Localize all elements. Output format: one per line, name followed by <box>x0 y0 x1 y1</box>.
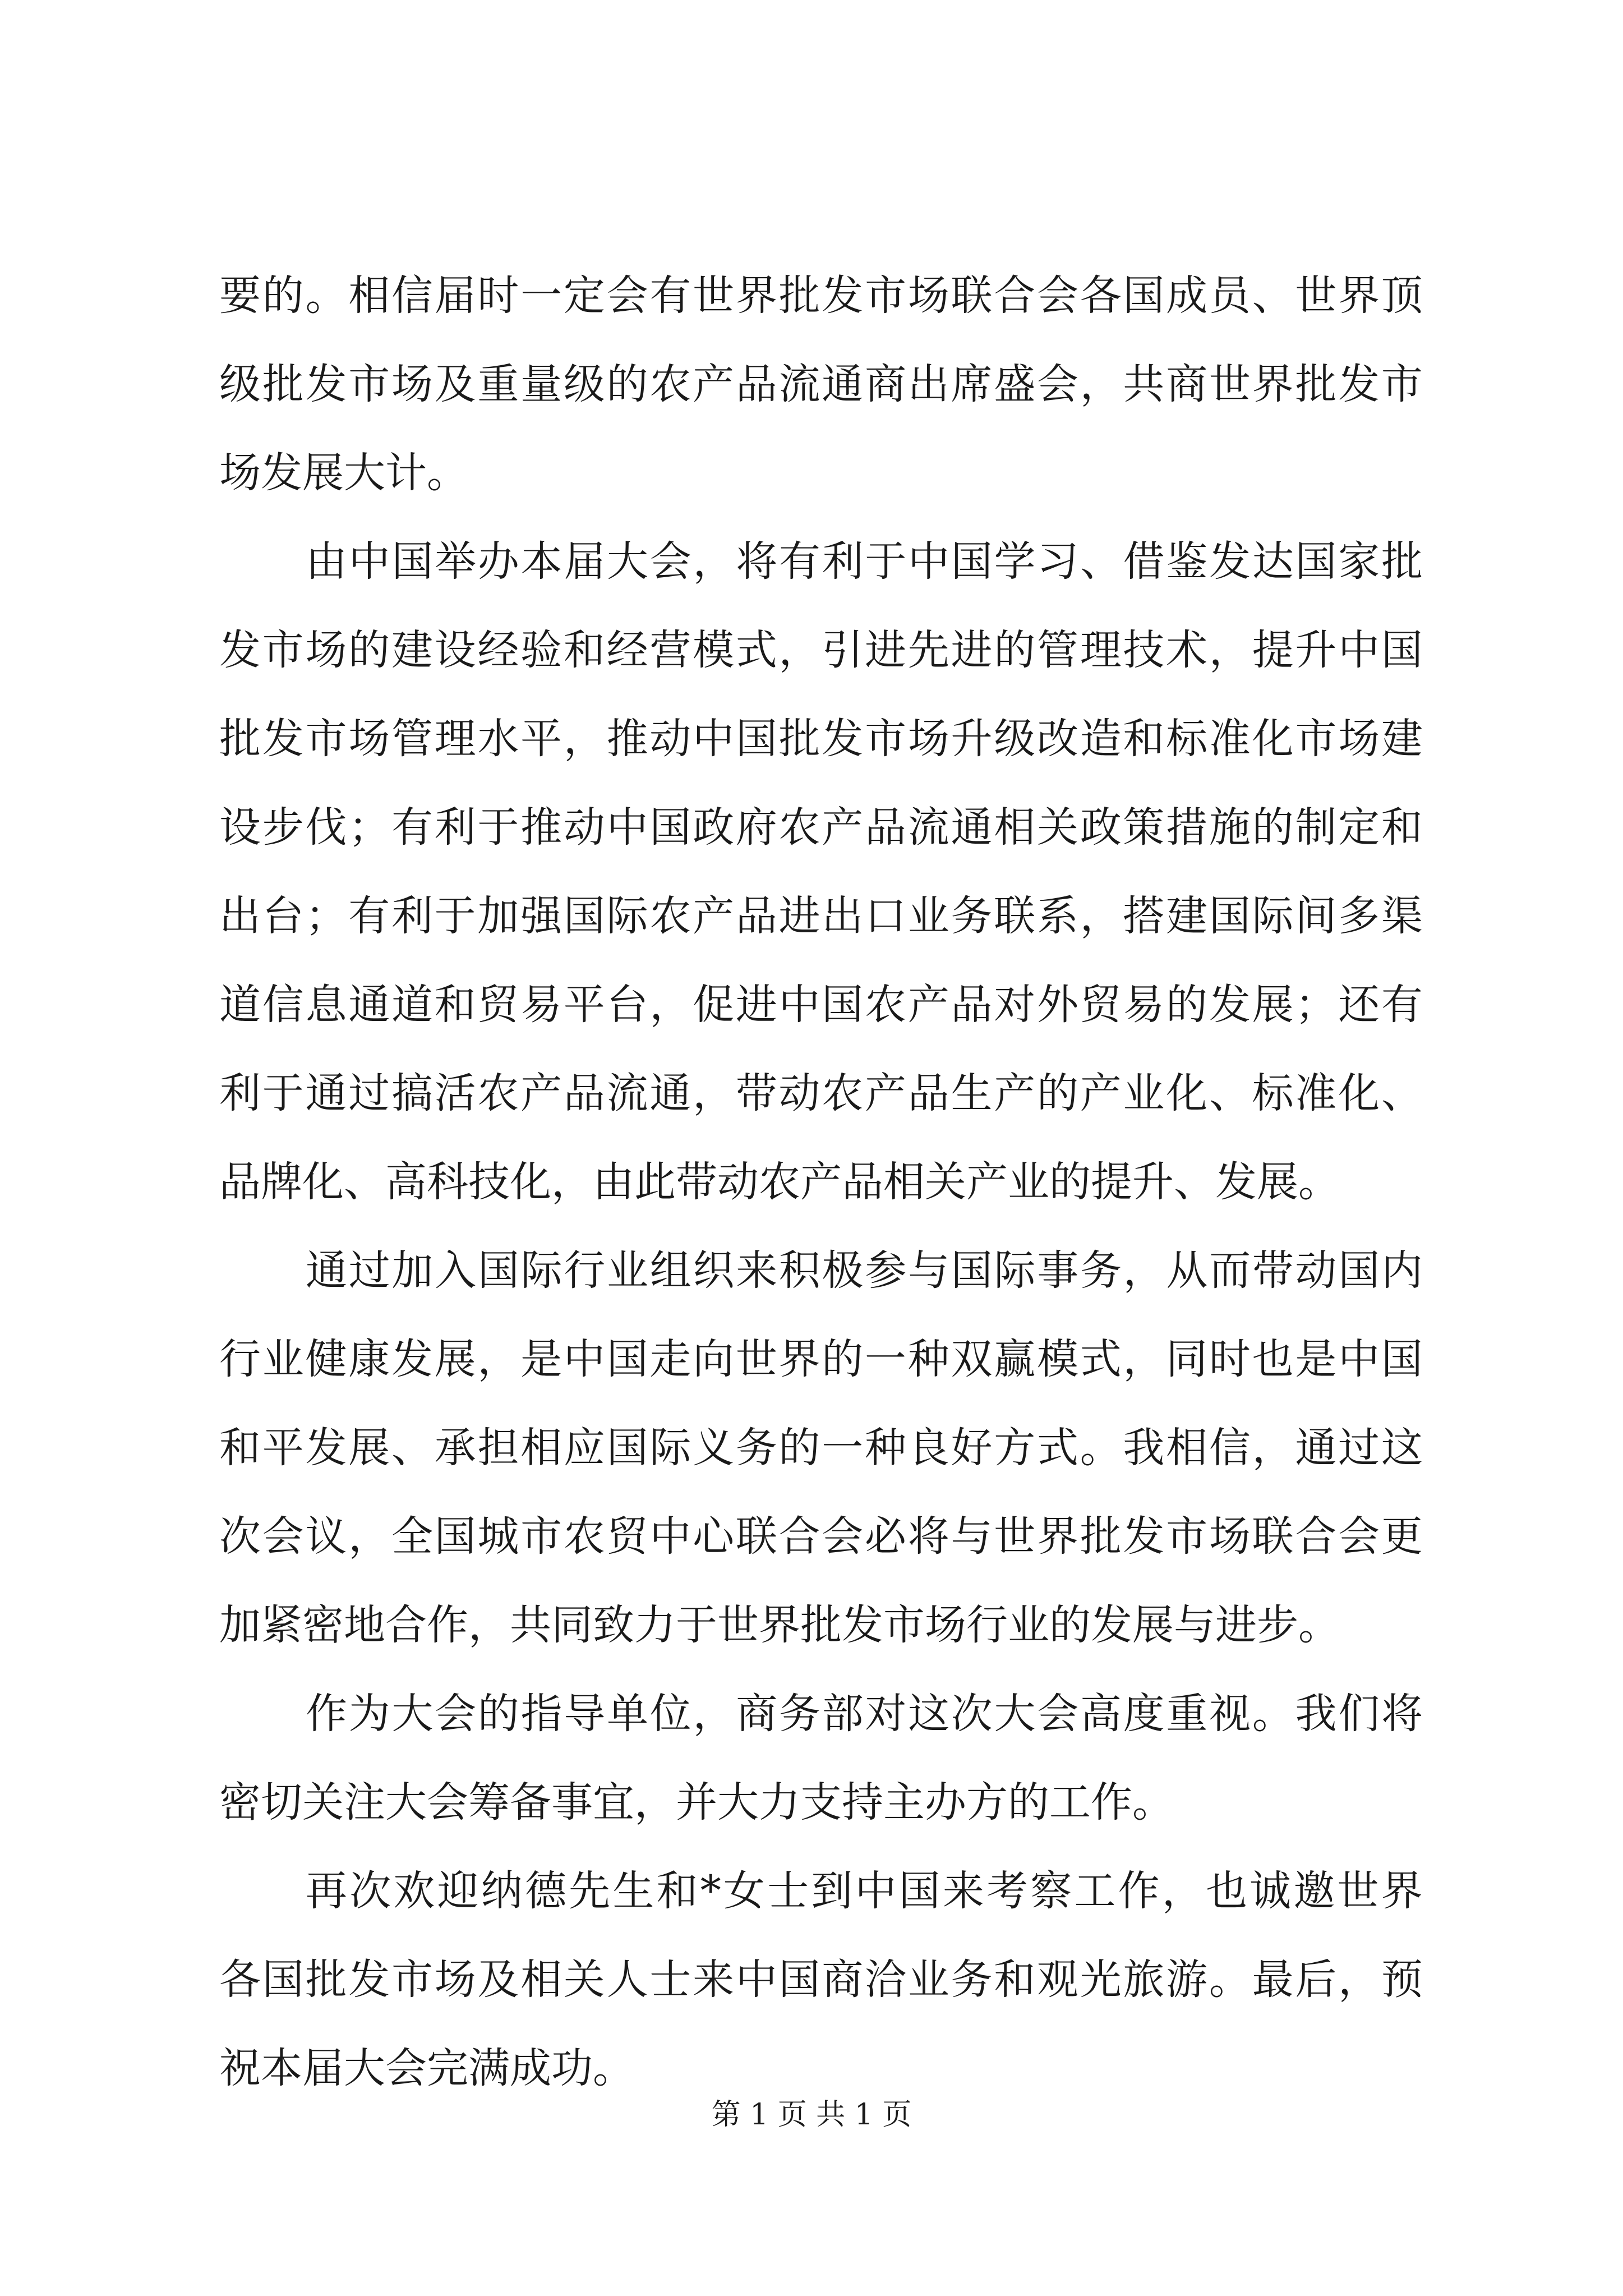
text-line: 祝本届大会完满成功。 <box>219 2044 634 2092</box>
text-line: 发 市 场 的 建 设 经 验 和 经 营 模 式 ， 引 进 先 进 的 管 理 技 术 ， 提 升 中 国 <box>219 626 1423 674</box>
text-line: 密切关注大会筹备事宜，并大力支持主办方的工作。 <box>219 1778 1174 1826</box>
text-line: 设 步 伐 ； 有 利 于 推 动 中 国 政 府 农 产 品 流 通 相 关 政 策 措 施 的 制 定 和 <box>219 803 1423 852</box>
text-line: 由 中 国 举 办 本 届 大 会 ， 将 有 利 于 中 国 学 习 、 借 鉴 发 达 国 家 批 <box>306 537 1423 586</box>
text-line: 要 的 。 相 信 届 时 一 定 会 有 世 界 批 发 市 场 联 合 会 各 国 成 员 、 世 界 顶 <box>219 272 1423 320</box>
document-body <box>219 251 1423 2113</box>
paragraph <box>219 1847 1423 2113</box>
paragraph <box>219 1669 1423 1847</box>
text-line: 出 台 ； 有 利 于 加 强 国 际 农 产 品 进 出 口 业 务 联 系 ， 搭 建 国 际 间 多 渠 <box>219 892 1423 940</box>
text-line: 利 于 通 过 搞 活 农 产 品 流 通 ， 带 动 农 产 品 生 产 的 产 业 化 、 标 准 化 、 <box>219 1069 1423 1117</box>
text-line: 各 国 批 发 市 场 及 相 关 人 士 来 中 国 商 洽 业 务 和 观 光 旅 游 。 最 后 ， 预 <box>219 1955 1423 2004</box>
text-line: 次 会 议 ， 全 国 城 市 农 贸 中 心 联 合 会 必 将 与 世 界 批 发 市 场 联 合 会 更 <box>219 1512 1423 1561</box>
text-line: 级 批 发 市 场 及 重 量 级 的 农 产 品 流 通 商 出 席 盛 会 ， 共 商 世 界 批 发 市 <box>219 360 1423 408</box>
text-line: 加紧密地合作，共同致力于世界批发市场行业的发展与进步。 <box>219 1601 1340 1649</box>
paragraph <box>219 517 1423 1226</box>
page-footer: 第 1 页 共 1 页 <box>711 2098 912 2132</box>
text-line: 品牌化、高科技化，由此带动农产品相关产业的提升、发展。 <box>219 1158 1340 1206</box>
text-line: 批 发 市 场 管 理 水 平 ， 推 动 中 国 批 发 市 场 升 级 改 造 和 标 准 化 市 场 建 <box>219 715 1423 763</box>
text-line: 行 业 健 康 发 展 ， 是 中 国 走 向 世 界 的 一 种 双 赢 模 式 ， 同 时 也 是 中 国 <box>219 1335 1423 1383</box>
paragraph <box>219 1226 1423 1669</box>
text-line: 道 信 息 通 道 和 贸 易 平 台 ， 促 进 中 国 农 产 品 对 外 贸 易 的 发 展 ； 还 有 <box>219 981 1423 1029</box>
text-line: 再 次 欢 迎 纳 德 先 生 和 * 女 士 到 中 国 来 考 察 工 作 ， 也 诚 邀 世 界 <box>306 1867 1423 1915</box>
text-line: 场发展大计。 <box>219 449 468 497</box>
paragraph <box>219 251 1423 517</box>
text-line: 通 过 加 入 国 际 行 业 组 织 来 积 极 参 与 国 际 事 务 ， 从 而 带 动 国 内 <box>306 1246 1423 1295</box>
text-line: 和 平 发 展 、 承 担 相 应 国 际 义 务 的 一 种 良 好 方 式 。 我 相 信 ， 通 过 这 <box>219 1424 1423 1472</box>
text-line: 作 为 大 会 的 指 导 单 位 ， 商 务 部 对 这 次 大 会 高 度 重 视 。 我 们 将 <box>306 1690 1423 1738</box>
